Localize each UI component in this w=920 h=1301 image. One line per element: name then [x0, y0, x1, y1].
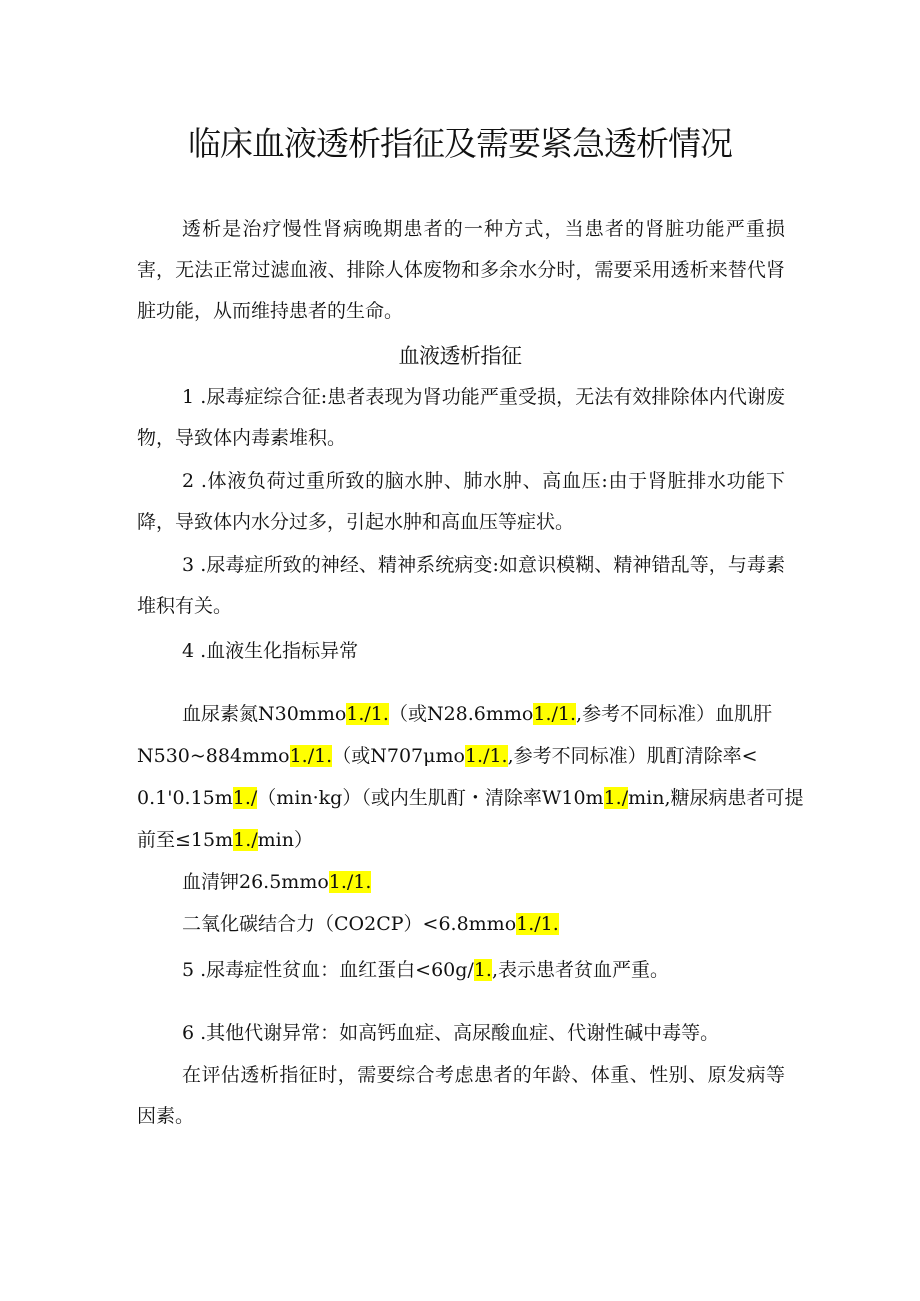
section-heading: 血液透析指征 [398, 344, 522, 368]
indication-item-4: 4 .血液生化指标异常 [182, 640, 359, 662]
highlight-mark: 1./1. [346, 703, 389, 725]
lab-line-creatinine: N530~884mmo1./1.（或N707μmo1./1.,参考不同标准）肌酊清除率< [137, 745, 758, 767]
highlight-mark: 1. [473, 959, 492, 981]
highlight-mark: 1./ [232, 787, 258, 809]
highlight-mark: 1./1. [289, 745, 333, 767]
highlight-mark: 1./ [233, 829, 258, 851]
lab-line-diabetes: 前至≤15m1./min） [137, 829, 313, 851]
indication-item-5: 5 .尿毒症性贫血：血红蛋白<60g/1.,表示患者贫血严重。 [182, 959, 670, 981]
highlight-mark: 1./1. [516, 913, 559, 935]
intro-paragraph: 透析是治疗慢性肾病晚期患者的一种方式，当患者的肾脏功能严重损害，无法正常过滤血液、排除人体废物和多余水分时，需要采用透析来替代肾脏功能，从而维持患者的生命。 [137, 218, 785, 322]
indication-item-2: 2 .体液负荷过重所致的脑水肿、肺水肿、高血压:由于肾脏排水功能下降，导致体内水分过多，引起水肿和高血压等症状。 [137, 470, 785, 533]
lab-line-potassium: 血清钾26.5mmo1./1. [182, 871, 372, 893]
document-title: 临床血液透析指征及需要紧急透析情况 [188, 124, 732, 163]
indication-item-1: 1 .尿毒症综合征:患者表现为肾功能严重受损，无法有效排除体内代谢废物，导致体内毒素堆积。 [137, 386, 785, 449]
lab-line-clearance: 0.1'0.15m1./（min·kg）（或内生肌酊・清除率W10m1./min,糖尿病患者可提 [137, 787, 804, 809]
indication-item-6: 6 .其他代谢异常：如高钙血症、高尿酸血症、代谢性碱中毒等。 [182, 1022, 720, 1044]
lab-line-co2cp: 二氧化碳结合力（CO2CP）<6.8mmo1./1. [182, 913, 559, 935]
highlight-mark: 1./ [603, 787, 629, 809]
highlight-mark: 1./1. [533, 703, 577, 725]
indication-item-3: 3 .尿毒症所致的神经、精神系统病变:如意识模糊、精神错乱等，与毒素堆积有关。 [137, 554, 785, 617]
highlight-mark: 1./1. [464, 745, 508, 767]
highlight-mark: 1./1. [328, 871, 372, 893]
lab-line-urea: 血尿素氮N30mmo1./1.（或N28.6mmo1./1.,参考不同标准）血肌肝 [182, 703, 773, 725]
closing-paragraph: 在评估透析指征时，需要综合考虑患者的年龄、体重、性别、原发病等因素。 [137, 1064, 785, 1127]
